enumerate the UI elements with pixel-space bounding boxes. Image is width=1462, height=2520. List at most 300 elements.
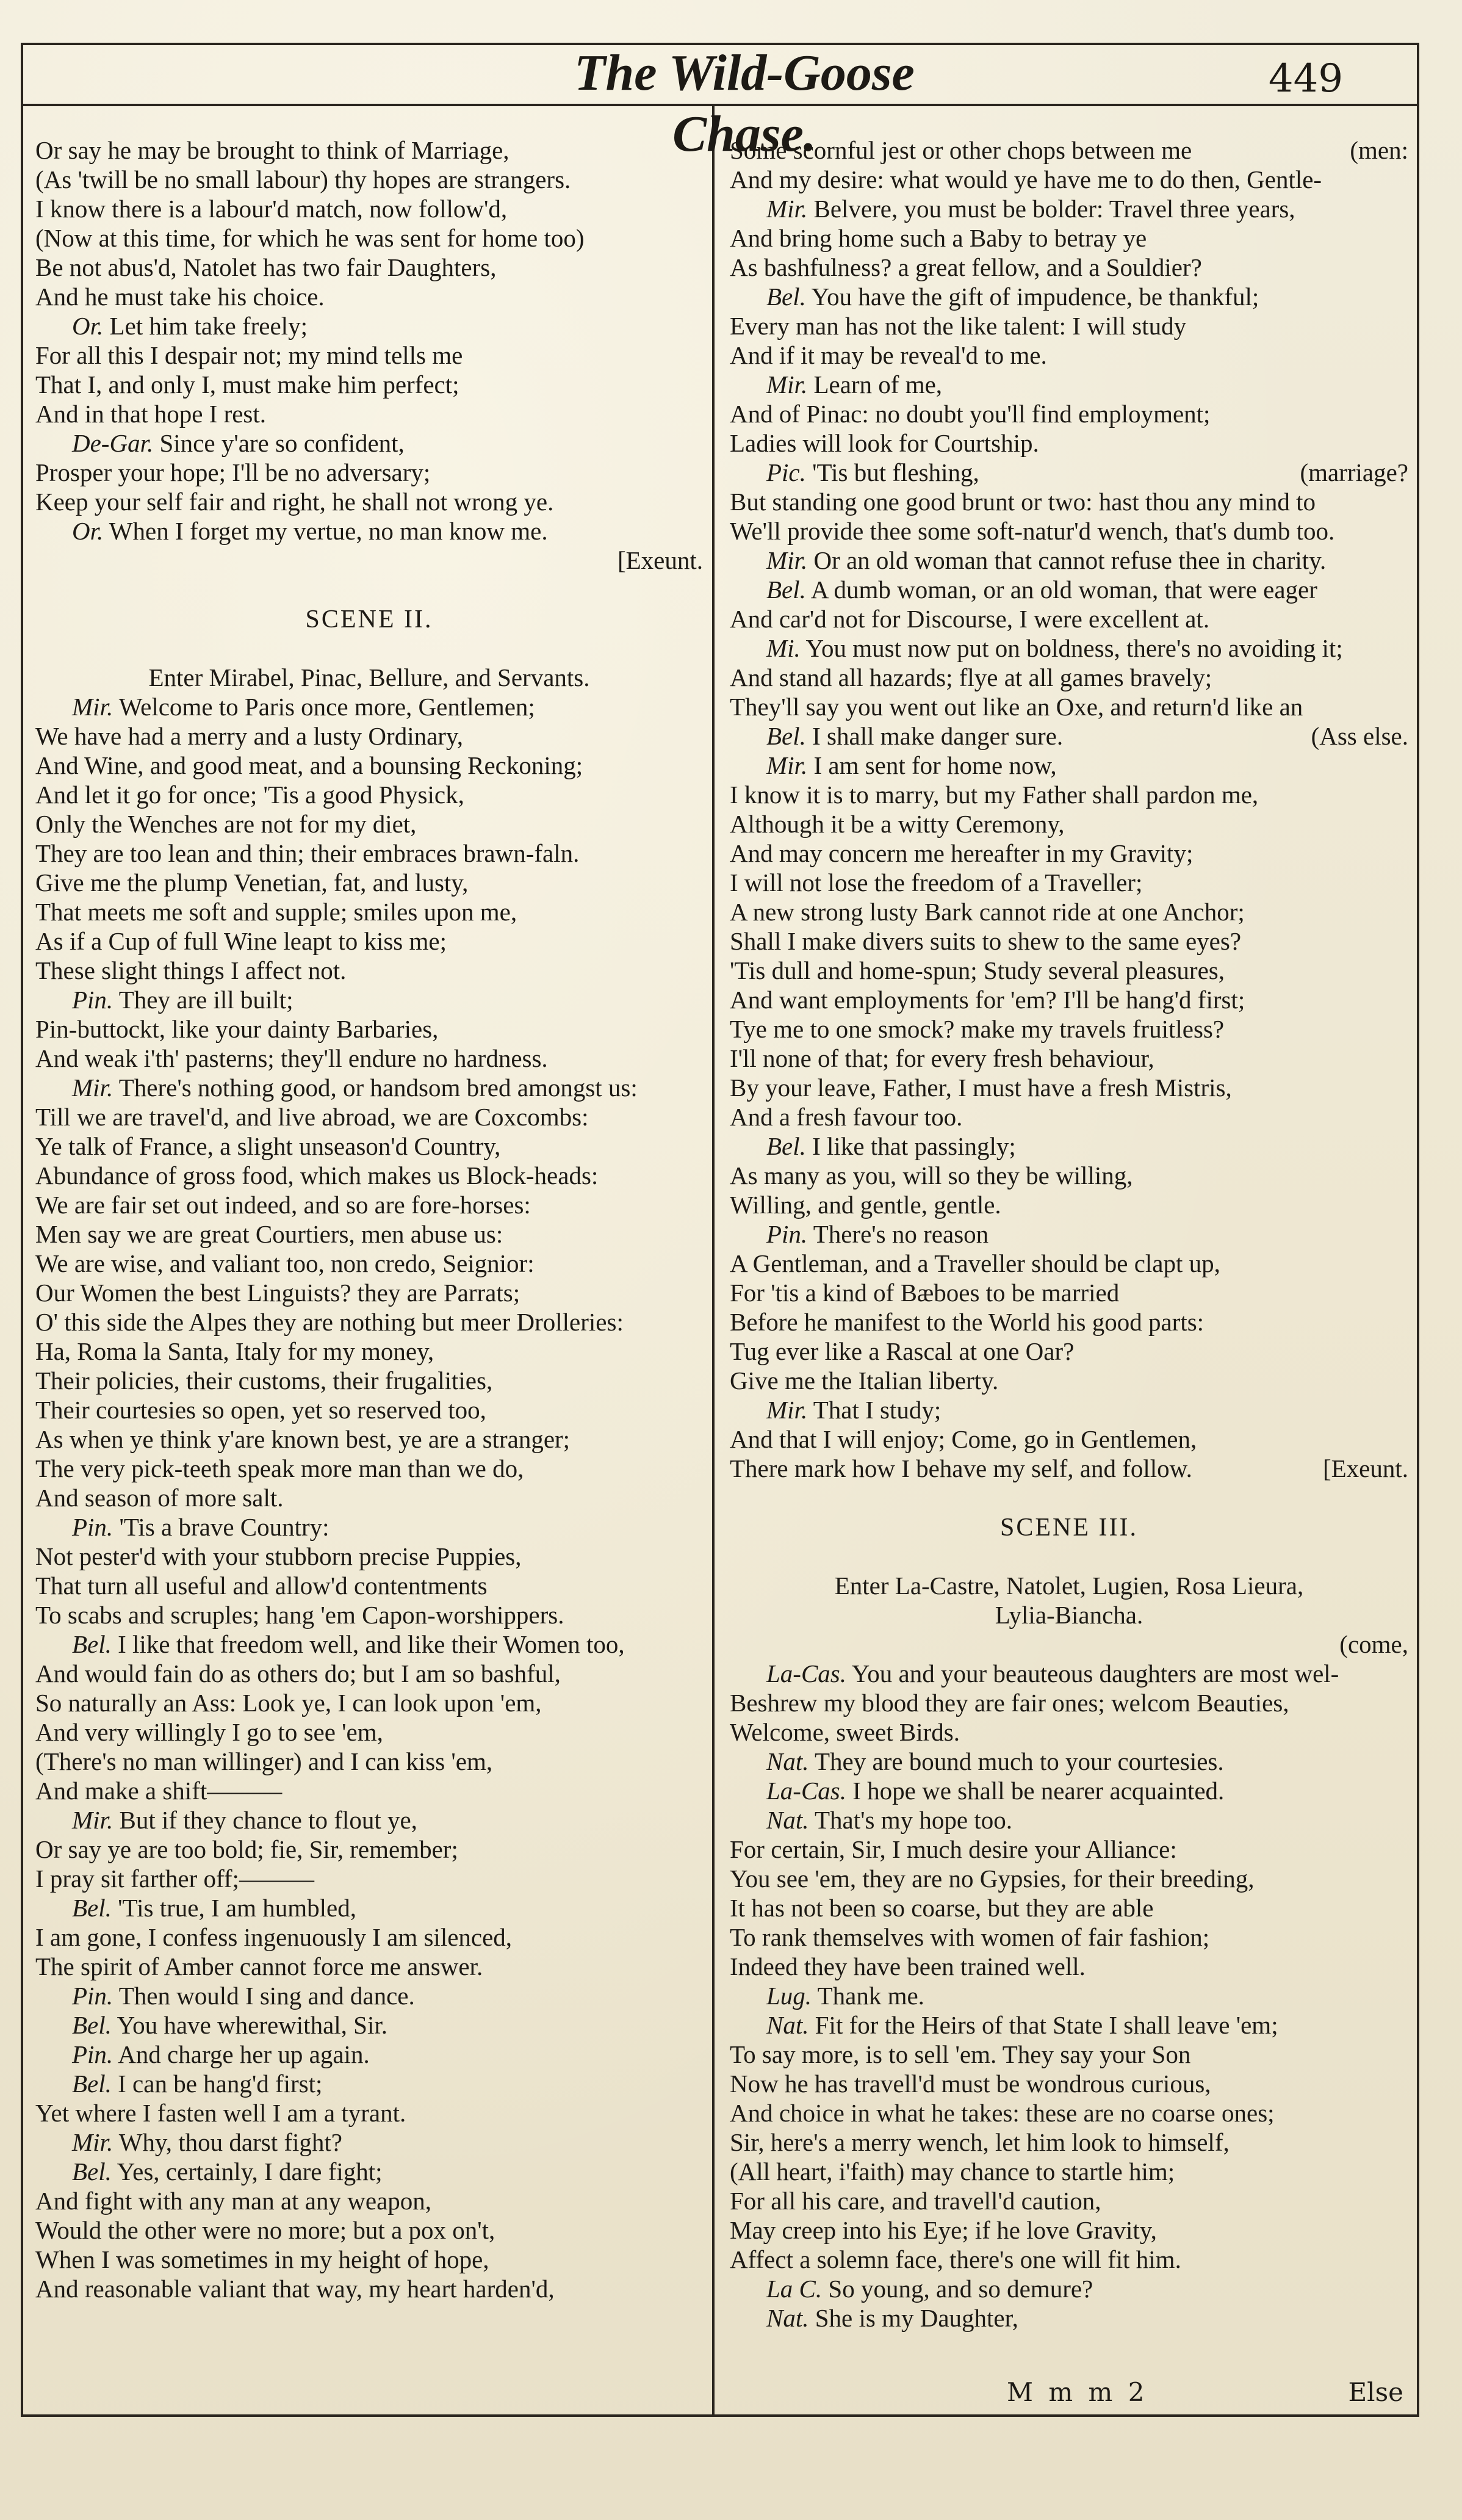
line-text: SCENE III. (1000, 1514, 1138, 1542)
line-text: Fit for the Heirs of that State I shall leave 'em; (815, 2011, 1278, 2039)
line-text: You must now put on boldness, there's no avoiding it; (805, 634, 1343, 662)
line-text: A dumb woman, or an old woman, that were eager (810, 576, 1317, 604)
speaker-name: Pic. (766, 458, 806, 486)
scene-heading (730, 1512, 1408, 1542)
line-text: Keep your self fair and right, he shall not wrong ye. (35, 488, 554, 516)
verse-line (35, 2040, 703, 2069)
verse-line (35, 751, 703, 780)
speaker-name: Bel. (72, 2070, 112, 2098)
verse-line (730, 1717, 1408, 1747)
verse-line (35, 1630, 703, 1659)
line-text: It has not been so coarse, but they are able (730, 1894, 1154, 1922)
verse-line (35, 897, 703, 926)
line-text: The very pick-teeth speak more man than we do, (35, 1454, 524, 1482)
line-text: Every man has not the like talent: I will study (730, 312, 1187, 340)
verse-line (730, 2098, 1408, 2128)
verse-line (730, 2069, 1408, 2098)
line-text: Abundance of gross food, which makes us Block-heads: (35, 1161, 599, 1190)
line-text: And in that hope I rest. (35, 400, 267, 428)
line-text: And want employments for 'em? I'll be hang'd first; (730, 986, 1245, 1014)
verse-line (35, 399, 703, 428)
verse-line (35, 1278, 703, 1307)
verse-line (35, 926, 703, 956)
line-text: For certain, Sir, I much desire your Alliance: (730, 1835, 1177, 1863)
line-text: Would the other were no more; but a pox on't, (35, 2216, 495, 2244)
right-column (730, 135, 1408, 2333)
verse-line (730, 634, 1408, 663)
verse-line (730, 575, 1408, 604)
verse-line (35, 1337, 703, 1366)
speaker-name: Lug. (766, 1982, 812, 2010)
speaker-name: Pin. (72, 1982, 113, 2010)
verse-line (730, 458, 1408, 487)
line-text: And let it go for once; 'Tis a good Physick, (35, 781, 464, 809)
line-text: And season of more salt. (35, 1484, 284, 1512)
line-text: I pray sit farther off;——— (35, 1865, 314, 1893)
verse-line (730, 780, 1408, 809)
verse-line (35, 1512, 703, 1542)
running-title: The Wild-Goose Chase. (574, 45, 915, 162)
speaker-name: Or. (72, 312, 104, 340)
speaker-name: La-Cas. (766, 1777, 847, 1805)
verse-line (730, 2010, 1408, 2040)
line-text: You have the gift of impudence, be thankful; (811, 283, 1259, 311)
stage-direction (730, 1571, 1408, 1600)
line-text: And choice in what he takes: these are no coarse ones; (730, 2099, 1275, 2127)
line-text: They are too lean and thin; their embraces brawn-faln. (35, 839, 580, 867)
verse-line (730, 1835, 1408, 1864)
verse-line (35, 282, 703, 311)
verse-line (730, 2040, 1408, 2069)
verse-line (35, 1922, 703, 1952)
verse-line (730, 1922, 1408, 1952)
line-text: I will not lose the freedom of a Traveller; (730, 868, 1143, 897)
line-text: Since y'are so confident, (159, 429, 405, 457)
line-text: Give me the Italian liberty. (730, 1367, 999, 1395)
line-text: Give me the plump Venetian, fat, and lusty, (35, 868, 469, 897)
line-text: I like that freedom well, and like their Women too, (118, 1630, 625, 1658)
line-text: Tye me to one smock? make my travels fruitless? (730, 1015, 1225, 1043)
line-text: Our Women the best Linguists? they are Parrats; (35, 1279, 520, 1307)
line-text: May creep into his Eye; if he love Gravity, (730, 2216, 1157, 2244)
line-text: Prosper your hope; I'll be no adversary; (35, 458, 431, 486)
verse-line (730, 1102, 1408, 1132)
line-text: 'Tis a brave Country: (119, 1513, 329, 1541)
verse-line (730, 135, 1408, 165)
verse-line (35, 516, 703, 546)
verse-line (35, 1483, 703, 1512)
verse-line (35, 1307, 703, 1337)
verse-line (35, 1542, 703, 1571)
verse-line (730, 1864, 1408, 1893)
line-text: Why, thou darst fight? (118, 2128, 342, 2156)
verse-line (730, 692, 1408, 721)
verse-line (730, 1893, 1408, 1922)
line-text: Ha, Roma la Santa, Italy for my money, (35, 1337, 434, 1365)
line-text: Now he has travell'd must be wondrous curious, (730, 2070, 1211, 2098)
verse-line (35, 1102, 703, 1132)
blank-line (730, 1483, 1408, 1512)
line-tail: (marriage? (1300, 458, 1408, 486)
speaker-name: Pin. (72, 2040, 113, 2068)
verse-line (35, 370, 703, 399)
verse-line (35, 839, 703, 868)
catchword: Else (1348, 2377, 1403, 2407)
verse-line (730, 1337, 1408, 1366)
line-text: They'll say you went out like an Oxe, and return'd like an (730, 693, 1303, 721)
verse-line (35, 868, 703, 897)
line-text: These slight things I affect not. (35, 956, 347, 984)
verse-line (35, 311, 703, 341)
speaker-name: Mir. (766, 546, 808, 574)
line-text: We'll provide thee some soft-natur'd wench, that's dumb too. (730, 517, 1335, 545)
line-text: SCENE II. (305, 605, 433, 634)
line-text: We have had a merry and a lusty Ordinary, (35, 722, 464, 750)
line-text: Welcome to Paris once more, Gentlemen; (118, 693, 535, 721)
line-text: I am gone, I confess ingenuously I am silenced, (35, 1923, 513, 1951)
line-text: For all this I despair not; my mind tells me (35, 341, 463, 369)
verse-line (730, 926, 1408, 956)
verse-line (730, 897, 1408, 926)
verse-line (730, 1044, 1408, 1073)
speaker-name: La-Cas. (766, 1659, 847, 1688)
line-tail: [Exeunt. (1322, 1454, 1408, 1482)
verse-line (35, 1805, 703, 1835)
line-text: O' this side the Alpes they are nothing but meer Drolleries: (35, 1308, 624, 1336)
line-text: That I, and only I, must make him perfect; (35, 370, 459, 399)
line-text: And make a shift——— (35, 1777, 283, 1805)
verse-line (730, 1952, 1408, 1981)
line-text: And my desire: what would ye have me to do then, Gentle- (730, 165, 1322, 193)
verse-line (35, 1717, 703, 1747)
speaker-name: Nat. (766, 2011, 809, 2039)
line-text: When I was sometimes in my height of hope, (35, 2245, 489, 2273)
verse-line (35, 2274, 703, 2303)
line-text: Or say ye are too bold; fie, Sir, remember; (35, 1835, 458, 1863)
verse-line (730, 428, 1408, 458)
speaker-name: Mir. (766, 195, 808, 223)
speaker-name: Bel. (766, 722, 806, 750)
verse-line (730, 1659, 1408, 1688)
line-text: Although it be a witty Ceremony, (730, 810, 1065, 838)
line-text: 'Tis but fleshing, (812, 458, 979, 486)
line-text: Ye talk of France, a slight unseason'd Country, (35, 1132, 501, 1160)
line-tail: (Ass else. (1311, 722, 1408, 750)
verse-line (730, 165, 1408, 194)
line-text: Men say we are great Courtiers, men abuse us: (35, 1220, 503, 1248)
verse-line (35, 487, 703, 516)
verse-line (730, 1981, 1408, 2010)
line-text: That turn all useful and allow'd contentments (35, 1572, 488, 1600)
verse-line (730, 2215, 1408, 2245)
verse-line (730, 546, 1408, 575)
line-text: But standing one good brunt or two: hast thou any mind to (730, 488, 1316, 516)
verse-line (730, 751, 1408, 780)
verse-line (730, 1219, 1408, 1249)
verse-line (35, 458, 703, 487)
verse-line (730, 2157, 1408, 2186)
verse-line (730, 721, 1408, 751)
verse-line (730, 1395, 1408, 1424)
line-text: That I study; (813, 1396, 942, 1424)
line-text: (As 'twill be no small labour) thy hopes are strangers. (35, 165, 571, 193)
line-text: So naturally an Ass: Look ye, I can look upon 'em, (35, 1689, 542, 1717)
verse-line (730, 1132, 1408, 1161)
line-text: You see 'em, they are no Gypsies, for their breeding, (730, 1865, 1255, 1893)
speaker-name: Bel. (766, 576, 806, 604)
line-text: To say more, is to sell 'em. They say your Son (730, 2040, 1191, 2068)
line-text: Let him take freely; (109, 312, 308, 340)
verse-line (35, 1688, 703, 1717)
line-text: And of Pinac: no doubt you'll find employment; (730, 400, 1211, 428)
verse-line (730, 1630, 1408, 1659)
verse-line (730, 2245, 1408, 2274)
line-text: And may concern me hereafter in my Gravity; (730, 839, 1194, 867)
verse-line (35, 1600, 703, 1630)
verse-line (730, 1454, 1408, 1483)
verse-line (730, 1014, 1408, 1044)
verse-line (35, 165, 703, 194)
line-text: And car'd not for Discourse, I were excellent at. (730, 605, 1210, 633)
verse-line (35, 2128, 703, 2157)
speaker-name: Pin. (72, 986, 113, 1014)
verse-line (35, 985, 703, 1014)
line-text: Willing, and gentle, gentle. (730, 1191, 1001, 1219)
line-text: 'Tis dull and home-spun; Study several pleasures, (730, 956, 1225, 984)
line-text: And if it may be reveal'd to me. (730, 341, 1047, 369)
speaker-name: Bel. (72, 1630, 112, 1658)
verse-line (35, 1219, 703, 1249)
line-text: You have wherewithal, Sir. (117, 2011, 387, 2039)
line-text: Pin-buttockt, like your dainty Barbaries, (35, 1015, 439, 1043)
column-divider (712, 105, 715, 2417)
line-text: By your leave, Father, I must have a fresh Mistris, (730, 1074, 1232, 1102)
line-text: There's nothing good, or handsom bred amongst us: (118, 1074, 638, 1102)
line-text: A new strong lusty Bark cannot ride at one Anchor; (730, 898, 1245, 926)
verse-line (35, 692, 703, 721)
verse-line (35, 1044, 703, 1073)
line-text: I know it is to marry, but my Father shall pardon me, (730, 781, 1259, 809)
verse-line (730, 370, 1408, 399)
line-text: And a fresh favour too. (730, 1103, 963, 1131)
verse-line (35, 1864, 703, 1893)
line-text: Yet where I fasten well I am a tyrant. (35, 2099, 406, 2127)
line-text: I am sent for home now, (813, 751, 1057, 779)
verse-line (730, 1366, 1408, 1395)
verse-line (35, 1747, 703, 1776)
verse-line (35, 721, 703, 751)
left-column (35, 135, 703, 2303)
line-text: Enter Mirabel, Pinac, Bellure, and Servants. (148, 663, 590, 691)
verse-line (35, 1454, 703, 1483)
speaker-name: Bel. (766, 283, 806, 311)
line-text: To scabs and scruples; hang 'em Capon-worshippers. (35, 1601, 564, 1629)
line-text: Beshrew my blood they are fair ones; welcom Beauties, (730, 1689, 1289, 1717)
verse-line (730, 311, 1408, 341)
verse-line (35, 253, 703, 282)
line-text: Enter La-Castre, Natolet, Lugien, Rosa Lieura, (834, 1572, 1304, 1600)
speaker-name: Or. (72, 517, 104, 545)
line-text: She is my Daughter, (815, 2304, 1018, 2332)
signature-mark: M m m 2 (1007, 2377, 1148, 2407)
line-text: They are bound much to your courtesies. (815, 1747, 1224, 1775)
verse-line (730, 399, 1408, 428)
line-text: Thank me. (817, 1982, 924, 2010)
verse-line (35, 2069, 703, 2098)
line-text: Yes, certainly, I dare fight; (117, 2157, 383, 2186)
speaker-name: De-Gar. (72, 429, 154, 457)
line-text: Lylia-Biancha. (995, 1601, 1143, 1629)
verse-line (35, 1776, 703, 1805)
line-text: I can be hang'd first; (118, 2070, 323, 2098)
stage-direction (730, 1600, 1408, 1630)
line-text: To rank themselves with women of fair fashion; (730, 1923, 1210, 1951)
speaker-name: Pin. (72, 1513, 113, 1541)
speaker-name: Bel. (72, 2011, 112, 2039)
verse-line (730, 487, 1408, 516)
line-text: Sir, here's a merry wench, let him look to himself, (730, 2128, 1230, 2156)
page-footer (732, 2374, 1416, 2411)
verse-line (35, 135, 703, 165)
line-tail: (come, (1339, 1630, 1408, 1658)
verse-line (35, 1659, 703, 1688)
line-text: You and your beauteous daughters are most wel- (851, 1659, 1339, 1688)
verse-line (35, 2010, 703, 2040)
line-text: And he must take his choice. (35, 283, 325, 311)
verse-line (730, 956, 1408, 985)
verse-line (35, 1424, 703, 1454)
verse-line (730, 341, 1408, 370)
verse-line (730, 2274, 1408, 2303)
verse-line (730, 985, 1408, 1014)
speaker-name: La C. (766, 2275, 823, 2303)
line-tail: [Exeunt. (617, 546, 703, 574)
verse-line (730, 663, 1408, 692)
verse-line (730, 194, 1408, 223)
verse-line (35, 1190, 703, 1219)
verse-line (35, 428, 703, 458)
verse-line (35, 809, 703, 839)
verse-line (730, 1688, 1408, 1717)
line-text: As when ye think y'are known best, ye are a stranger; (35, 1425, 571, 1453)
verse-line (730, 1307, 1408, 1337)
verse-line (730, 1161, 1408, 1190)
verse-line (35, 1073, 703, 1102)
line-text: Then would I sing and dance. (118, 1982, 415, 2010)
speaker-name: Nat. (766, 1806, 809, 1834)
line-text: Indeed they have been trained well. (730, 1952, 1086, 1980)
verse-line (730, 1776, 1408, 1805)
blank-line (35, 634, 703, 663)
verse-line (35, 1014, 703, 1044)
line-text: And would fain do as others do; but I am so bashful, (35, 1659, 561, 1688)
verse-line (35, 341, 703, 370)
verse-line (730, 2303, 1408, 2333)
line-text: Not pester'd with your stubborn precise Puppies, (35, 1542, 522, 1570)
line-text: Or an old woman that cannot refuse thee in charity. (813, 546, 1327, 574)
line-text: Ladies will look for Courtship. (730, 429, 1039, 457)
verse-line (35, 1571, 703, 1600)
speaker-name: Bel. (766, 1132, 806, 1160)
speaker-name: Mir. (766, 370, 808, 399)
verse-line (730, 809, 1408, 839)
speaker-name: Pin. (766, 1220, 808, 1248)
verse-line (730, 839, 1408, 868)
speaker-name: Nat. (766, 2304, 809, 2332)
line-text: Before he manifest to the World his good parts: (730, 1308, 1205, 1336)
verse-line (730, 1190, 1408, 1219)
line-text: And stand all hazards; flye at all games bravely; (730, 663, 1212, 691)
speaker-name: Mir. (72, 1074, 113, 1102)
line-text: Affect a solemn face, there's one will fit him. (730, 2245, 1181, 2273)
line-text: Till we are travel'd, and live abroad, we are Coxcombs: (35, 1103, 589, 1131)
line-text: As many as you, will so they be willing, (730, 1161, 1133, 1190)
line-text: The spirit of Amber cannot force me answer. (35, 1952, 483, 1980)
speaker-name: Bel. (72, 1894, 112, 1922)
line-text: (All heart, i'faith) may chance to startle him; (730, 2157, 1175, 2186)
verse-line (730, 1073, 1408, 1102)
verse-line (730, 253, 1408, 282)
line-text: Only the Wenches are not for my diet, (35, 810, 417, 838)
speaker-name: Bel. (72, 2157, 112, 2186)
page-number: 449 (1268, 56, 1344, 101)
line-text: And weak i'th' pasterns; they'll endure no hardness. (35, 1044, 548, 1072)
speaker-name: Mir. (766, 751, 808, 779)
verse-line (730, 516, 1408, 546)
blank-line (35, 575, 703, 604)
line-text: And reasonable valiant that way, my heart harden'd, (35, 2275, 555, 2303)
line-text: I shall make danger sure. (812, 722, 1064, 750)
line-text: There's no reason (813, 1220, 989, 1248)
line-text: That's my hope too. (815, 1806, 1012, 1834)
scene-heading (35, 604, 703, 634)
verse-line (35, 1893, 703, 1922)
line-text: (Now at this time, for which he was sent for home too) (35, 224, 585, 252)
verse-line (730, 1747, 1408, 1776)
line-text: Their policies, their customs, their frugalities, (35, 1367, 493, 1395)
speaker-name: Nat. (766, 1747, 809, 1775)
verse-line (730, 282, 1408, 311)
line-text: And bring home such a Baby to betray ye (730, 224, 1147, 252)
verse-line (35, 1132, 703, 1161)
line-text: For 'tis a kind of Bæboes to be married (730, 1279, 1120, 1307)
line-text: We are wise, and valiant too, non credo, Seignior: (35, 1249, 535, 1277)
line-text: And fight with any man at any weapon, (35, 2187, 432, 2215)
line-text: Welcome, sweet Birds. (730, 1718, 960, 1746)
verse-line (35, 1366, 703, 1395)
verse-line (35, 1161, 703, 1190)
line-text: Or say he may be brought to think of Marriage, (35, 136, 510, 164)
line-text: And charge her up again. (118, 2040, 370, 2068)
verse-line (35, 1835, 703, 1864)
line-text: Shall I make divers suits to shew to the same eyes? (730, 927, 1242, 955)
line-text: I hope we shall be nearer acquainted. (852, 1777, 1225, 1805)
verse-line (35, 2245, 703, 2274)
line-tail: (men: (1350, 136, 1408, 164)
line-text: For all his care, and travell'd caution, (730, 2187, 1101, 2215)
verse-line (730, 2186, 1408, 2215)
speaker-name: Mir. (766, 1396, 808, 1424)
verse-line (35, 1395, 703, 1424)
verse-line (35, 2215, 703, 2245)
verse-line (35, 546, 703, 575)
line-text: That meets me soft and supple; smiles upon me, (35, 898, 517, 926)
speaker-name: Mir. (72, 693, 113, 721)
line-text: And that I will enjoy; Come, go in Gentlemen, (730, 1425, 1197, 1453)
verse-line (730, 1424, 1408, 1454)
line-text: Be not abus'd, Natolet has two fair Daughters, (35, 253, 497, 281)
verse-line (35, 1249, 703, 1278)
